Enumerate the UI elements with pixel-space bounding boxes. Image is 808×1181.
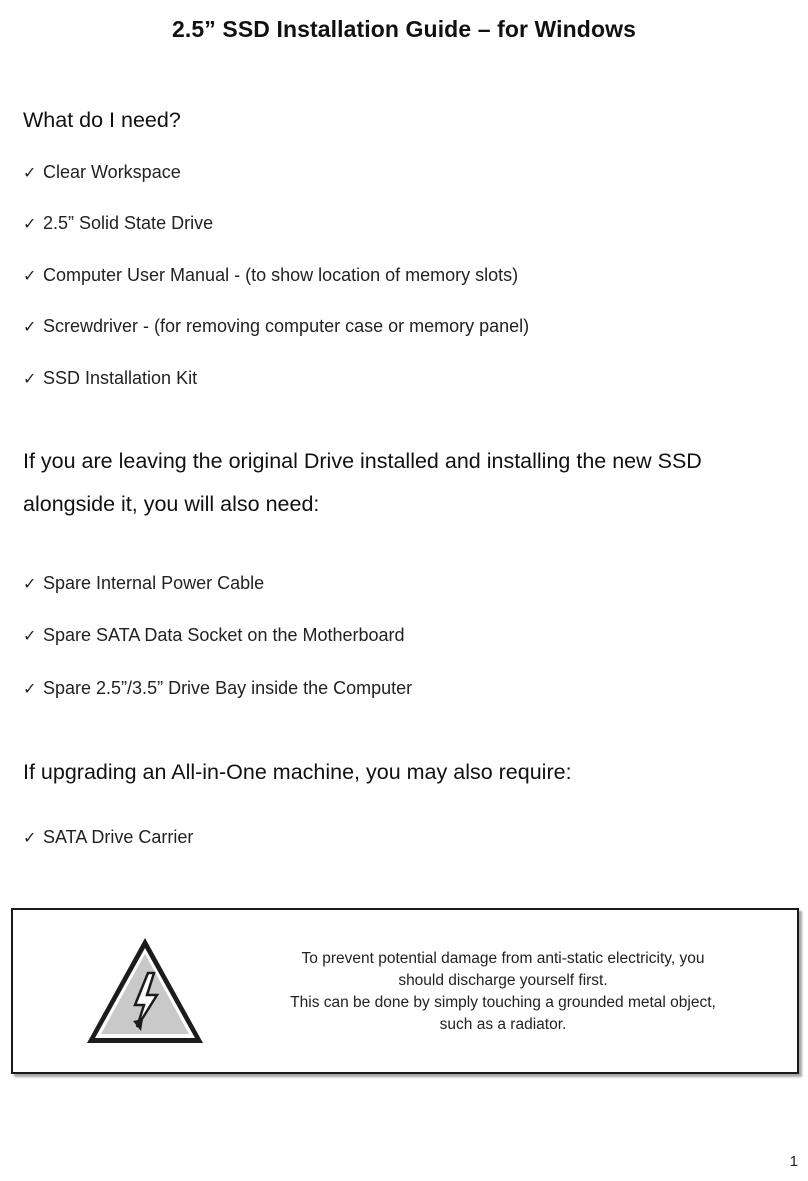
list-item-label: Clear Workspace	[43, 162, 181, 182]
list-item	[23, 162, 181, 183]
checkmark-icon: ✓	[23, 216, 37, 233]
section-heading-all-in-one: If upgrading an All-in-One machine, you may also require:	[23, 760, 572, 784]
list-item	[23, 827, 193, 848]
list-item	[23, 368, 197, 389]
list-item-label: Spare Internal Power Cable	[43, 573, 265, 593]
page-title: 2.5” SSD Installation Guide – for Windows	[172, 16, 636, 42]
list-item	[23, 573, 264, 594]
checkmark-icon: ✓	[23, 165, 37, 182]
checkmark-icon: ✓	[23, 576, 37, 593]
list-item	[23, 265, 518, 286]
list-item	[23, 316, 529, 337]
list-item	[23, 625, 405, 646]
checkmark-icon: ✓	[23, 268, 37, 285]
list-item-label: 2.5” Solid State Drive	[43, 213, 214, 233]
page-number: 1	[789, 1153, 798, 1170]
section-heading-line: alongside it, you will also need:	[23, 492, 320, 516]
section-heading-what-do-i-need: What do I need?	[23, 108, 181, 132]
checkmark-icon: ✓	[23, 681, 37, 698]
section-heading-line: If you are leaving the original Drive installed and installing the new SSD	[23, 449, 702, 473]
checkmark-icon: ✓	[23, 830, 37, 847]
warning-box	[11, 908, 799, 1074]
checkmark-icon: ✓	[23, 628, 37, 645]
list-item-label: SATA Drive Carrier	[43, 827, 194, 847]
list-item	[23, 213, 213, 234]
warning-line: should discharge yourself first.	[398, 972, 608, 989]
list-item-label: Screwdriver - (for removing computer case or memory panel)	[43, 316, 530, 336]
checkmark-icon: ✓	[23, 319, 37, 336]
checkmark-icon: ✓	[23, 371, 37, 388]
warning-line: This can be done by simply touching a grounded metal object,	[290, 994, 716, 1011]
list-item-label: Spare SATA Data Socket on the Motherboard	[43, 625, 405, 645]
warning-line: To prevent potential damage from anti-static electricity, you	[301, 950, 705, 967]
list-item-label: Spare 2.5”/3.5” Drive Bay inside the Computer	[43, 678, 413, 698]
list-item	[23, 678, 412, 699]
high-voltage-warning-icon	[84, 935, 206, 1047]
warning-text	[268, 948, 738, 1036]
list-item-label: SSD Installation Kit	[43, 368, 198, 388]
warning-line: such as a radiator.	[439, 1016, 567, 1033]
list-item-label: Computer User Manual - (to show location of memory slots)	[43, 265, 519, 285]
section-heading-original-drive	[23, 440, 702, 526]
